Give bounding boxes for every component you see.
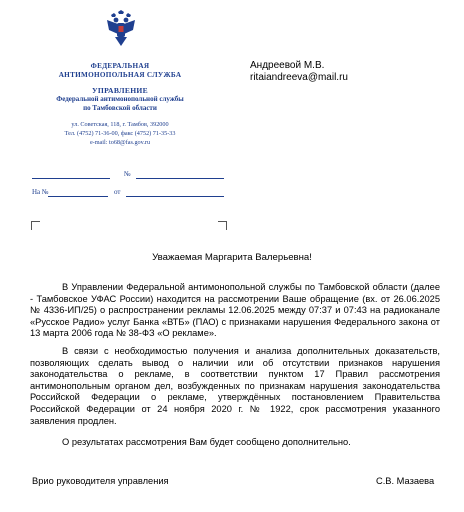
reference-number-label: На № xyxy=(32,188,49,196)
recipient-name: Андреевой М.В. xyxy=(250,60,325,71)
outgoing-number-label: № xyxy=(124,170,131,178)
reference-number-line xyxy=(48,196,108,197)
salutation: Уважаемая Маргарита Валерьевна! xyxy=(152,252,312,263)
department-line1: УПРАВЛЕНИЕ xyxy=(91,86,148,95)
paragraph-2: В связи с необходимостью получения и анализа дополнительных доказательств, позволяющих сделать вывод о наличии или об отсутствии признаков нарушения законодательства о рекламе, в соответствии пунктом 17 Правил рассмотрения антимонопольным органом дел, возбужденных по признакам нарушения законодательства Российской Федерации о рекламе, утверждённых постановлением Правительства Российской Федерации от 24 ноября 2020 г. № 1922, срок рассмотрения указанного заявления продлен. xyxy=(30,346,440,426)
russian-eagle-emblem xyxy=(105,10,137,48)
paragraph-3: О результатах рассмотрения Вам будет сообщено дополнительно. xyxy=(62,437,351,447)
reference-date-line xyxy=(126,196,224,197)
left-corner-bracket xyxy=(31,221,40,230)
signatory-position: Врио руководителя управления xyxy=(32,476,169,486)
recipient-email: ritaiandreeva@mail.ru xyxy=(250,72,348,83)
paragraph-1: В Управлении Федеральной антимонопольной службы по Тамбовской области (далее - Тамбовское УФАС России) находится на рассмотрении Ваше обращение (вх. от 26.06.2025 № 4336-ИП/25) о распространении рекламы 12.06.2025 между 07:37 и 07:43 на радиоканале «Русское Радио» услуг Банка «ВТБ» (ПАО) с признаками нарушения Федерального закона от 13 марта 2006 года № 38-ФЗ «О рекламе». xyxy=(30,282,440,339)
address-line: ул. Советская, 118, г. Тамбов, 392000 xyxy=(71,121,169,128)
signatory-name: С.В. Мазаева xyxy=(376,476,435,486)
recipient-block xyxy=(250,60,348,84)
department-line3: по Тамбовской области xyxy=(83,104,157,112)
email-line: e-mail: to68@fas.gov.ru xyxy=(89,139,151,146)
service-name-line2: АНТИМОНОПОЛЬНАЯ СЛУЖБА xyxy=(58,71,182,79)
service-name-line1: ФЕДЕРАЛЬНАЯ xyxy=(90,62,150,70)
phone-line: Тел. (4752) 71-36-00, факс (4752) 71-35-33 xyxy=(64,130,176,137)
department-line2: Федеральной антимонопольной службы xyxy=(56,95,184,103)
right-corner-bracket xyxy=(218,221,227,230)
reference-date-label: от xyxy=(114,188,121,196)
outgoing-number-line xyxy=(136,178,224,179)
outgoing-date-line xyxy=(32,178,110,179)
